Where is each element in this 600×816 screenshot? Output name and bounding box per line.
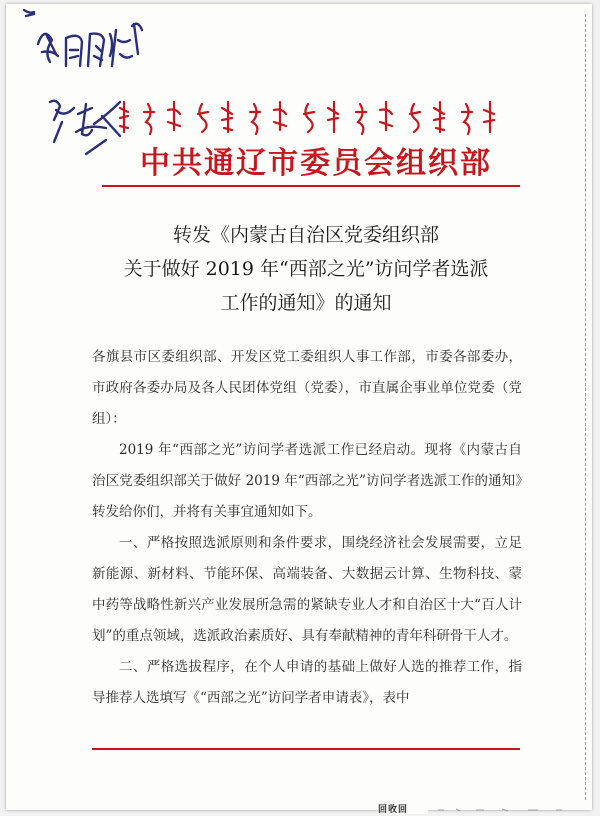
document-title-line-3: 工作的通知》的通知	[220, 292, 392, 314]
scan-edge-line	[585, 14, 586, 800]
red-footer-rule	[92, 748, 520, 750]
document-body	[92, 342, 522, 714]
document-title-line-1: 转发《内蒙古自治区党委组织部	[172, 224, 439, 246]
intro-paragraph: 2019 年“西部之光”访问学者选派工作已经启动。现将《内蒙古自治区党委组织部关于做好 2019 年“西部之光”访问学者选派工作的通知》转发给你们，并将有关事宜通知如下。	[92, 442, 522, 520]
footer-stamp: 回收回	[378, 802, 428, 814]
mongolian-script-line	[118, 98, 498, 138]
scan-artifacts	[436, 807, 576, 813]
item-one-paragraph: 一、严格按照选派原则和条件要求，围绕经济社会发展需要，立足新能源、新材料、节能环保、高端装备、大数据云计算、生物科技、蒙中药等战略性新兴产业发展所急需的紧缺专业人才和自治区十大“百人计划”的重点领域，选派政治素质好、具有奉献精神的青年科研骨干人才。	[92, 535, 522, 644]
document-title-line-2: 关于做好 2019 年“西部之光”访问学者选派	[123, 258, 489, 280]
salutation-paragraph: 各旗县市区委组织部、开发区党工委组织人事工作部，市委各部委办，市政府各委办局及各人民团体党组（党委），市直属企事业单位党委（党组）：	[92, 349, 522, 427]
red-header-rule	[102, 185, 520, 187]
document-page	[6, 4, 592, 815]
issuer-title: 中共通辽市委员会组织部	[140, 146, 492, 181]
document-title	[46, 218, 566, 320]
item-two-paragraph: 二、严格选拔程序，在个人申请的基础上做好人选的推荐工作，指导推荐人选填写《“西部之光”访问学者申请表》，表中	[92, 659, 522, 706]
